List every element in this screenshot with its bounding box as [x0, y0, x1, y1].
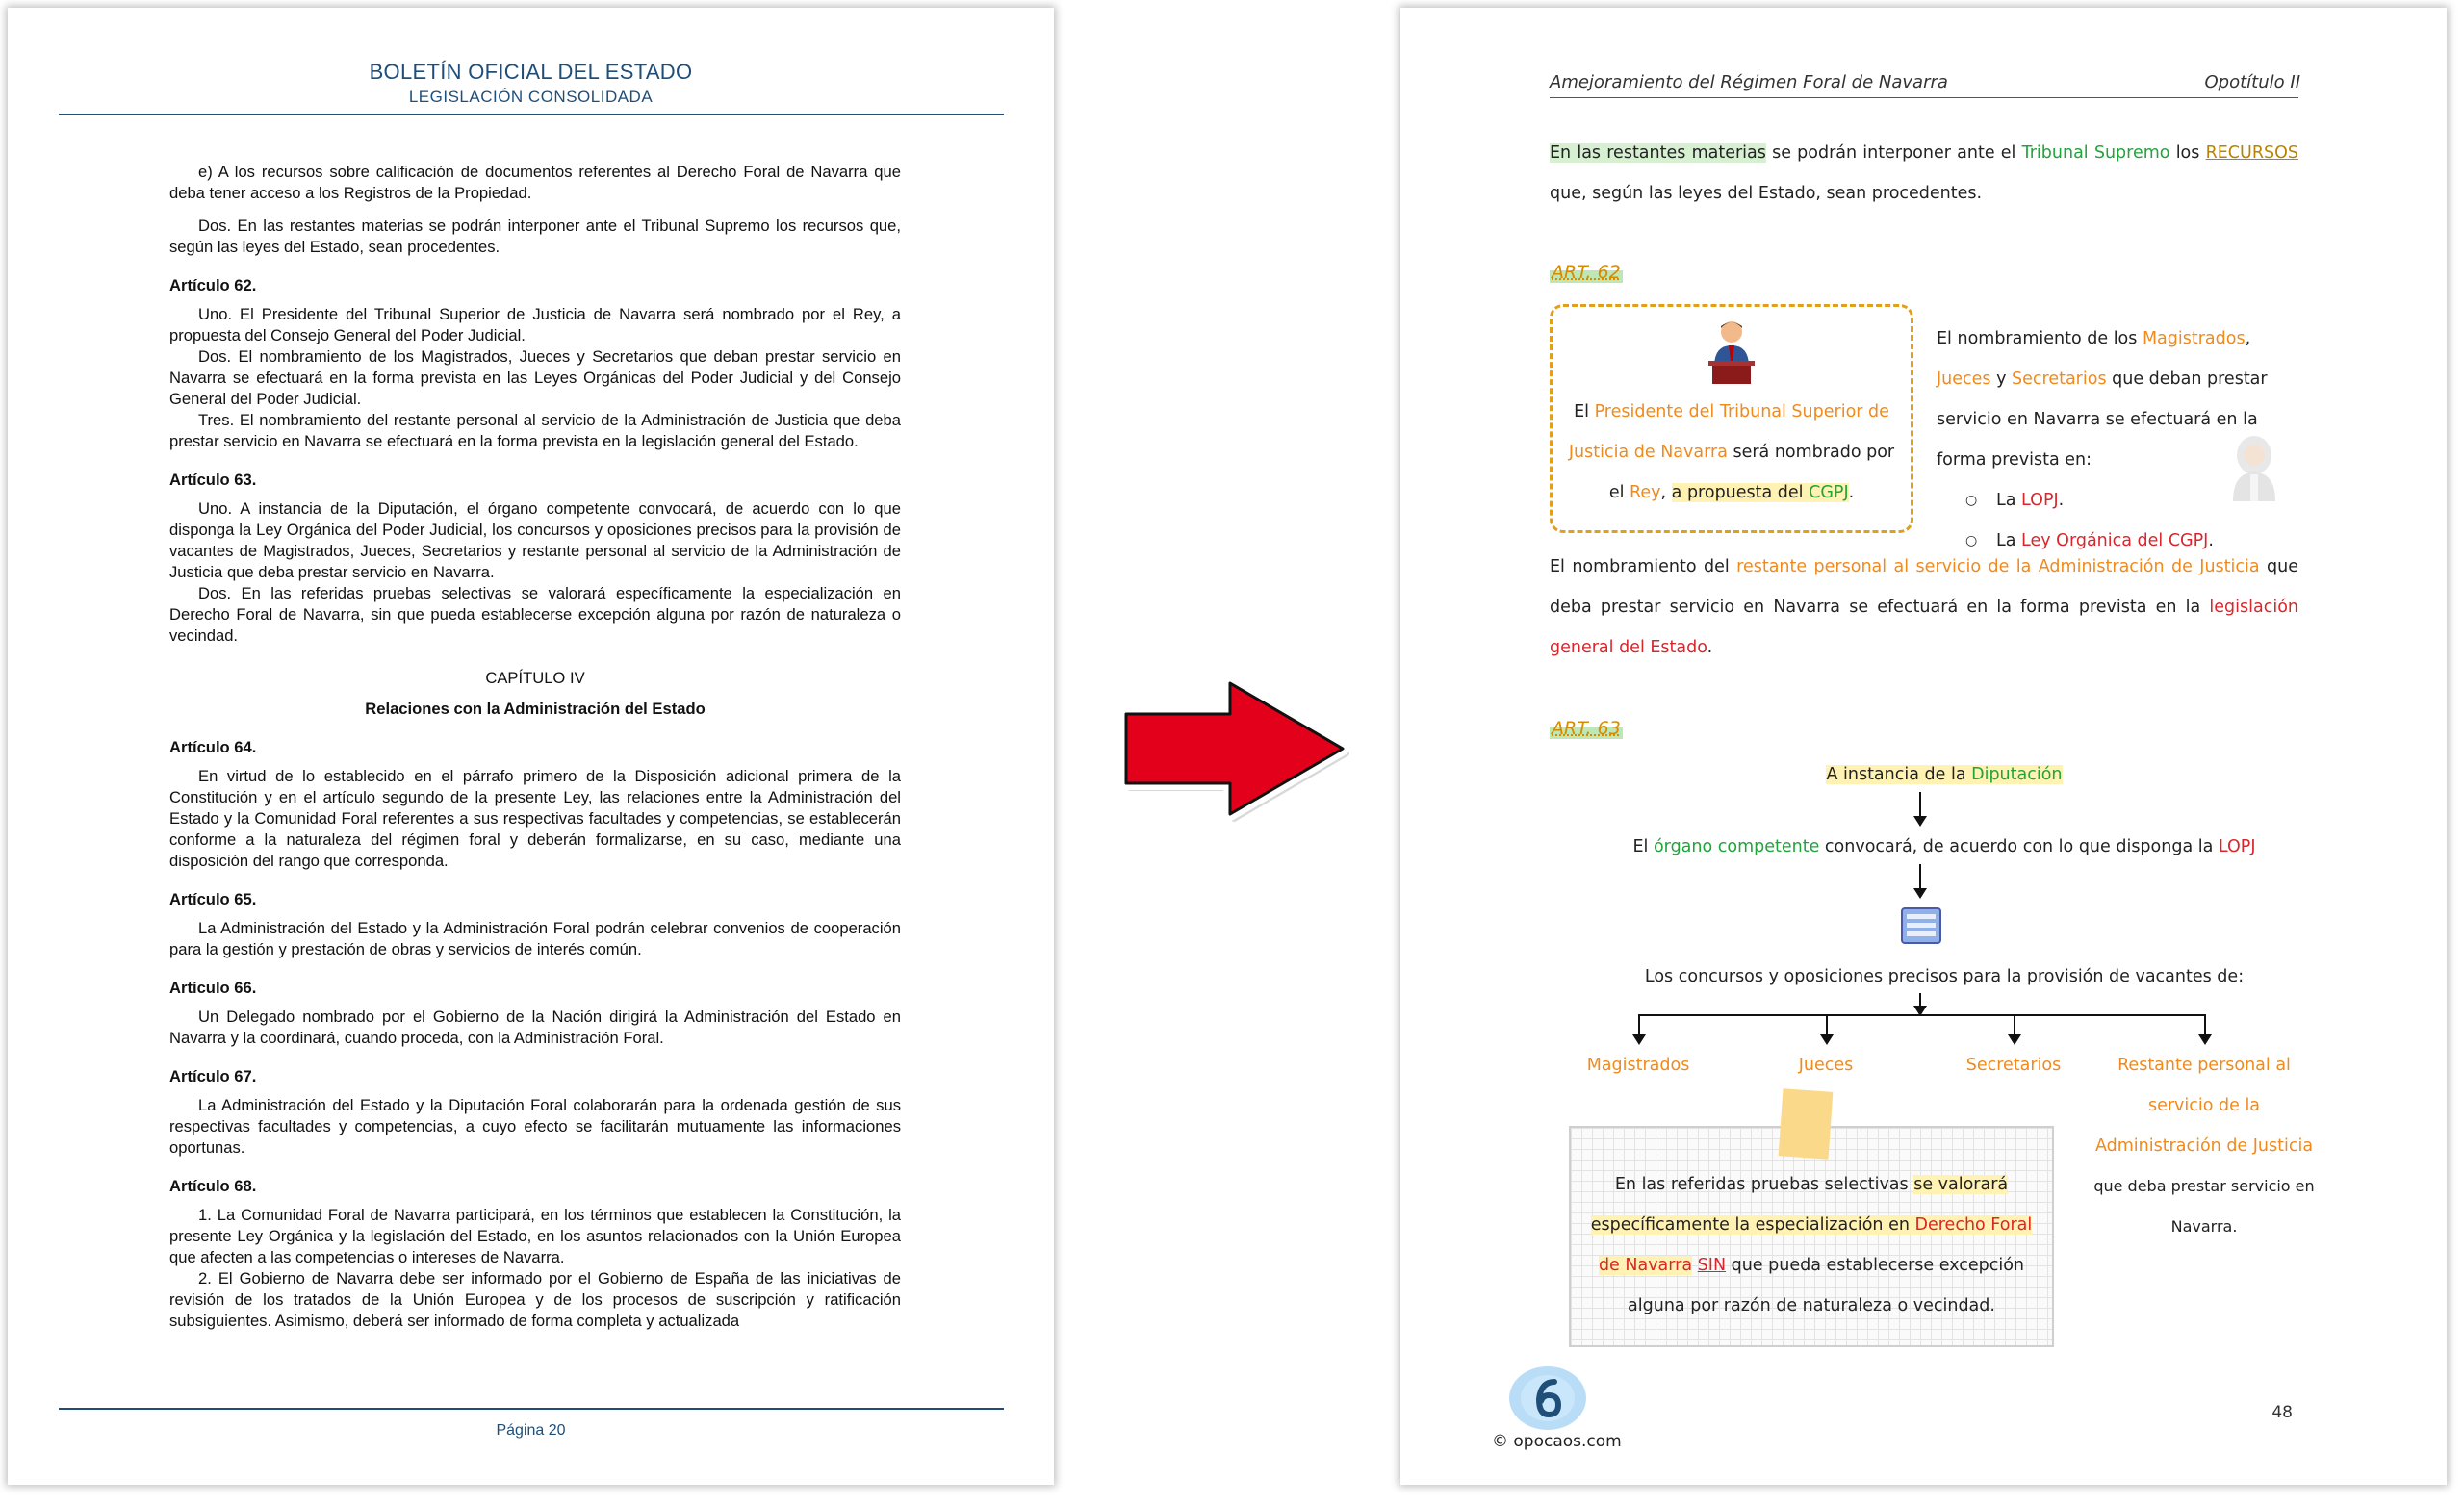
- paragraph: Dos. En las restantes materias se podrán interponer ante el Tribunal Supremo los recursos que, según las leyes del Estado, sean procedentes.: [169, 217, 901, 256]
- paragraph: En virtud de lo establecido en el párrafo primero de la Disposición adicional primera de la Constitución y en el artículo segundo de la presente Ley, las relaciones entre la Administración del Estado y la Comunidad Foral referentes a sus respectivas facultades y competencias, se establecerán conforme a la naturaleza del régimen foral y deberán formalizarse, en su caso, mediante una disposición del rango que corresponda.: [169, 767, 901, 870]
- text: será nombrado por el: [1608, 443, 1895, 502]
- text: El nombramiento del: [1550, 557, 1737, 576]
- text: El: [1574, 402, 1595, 421]
- text: provisión de vacantes de: [2026, 967, 2239, 986]
- opocaos-logo-icon: [1504, 1365, 1591, 1432]
- summary-page: [1400, 8, 2447, 1485]
- article-label: ART. 62: [1552, 262, 1621, 283]
- highlight-text: Restante personal al servicio de la Administración de Justicia: [2094, 1056, 2314, 1156]
- highlight-text: Derecho Foral de Navarra: [1598, 1215, 2033, 1275]
- text: La: [1996, 491, 2022, 510]
- speaker-icon: [1707, 319, 1757, 388]
- header-rule: [59, 114, 1004, 115]
- text: que deba prestar servicio en Navarra se efectuará: [1550, 557, 2298, 617]
- paragraph: Dos. El nombramiento de los Magistrados, Jueces y Secretarios que deban prestar servicio en Navarra se efectuará en la forma prevista en las Leyes Orgánicas del Poder Judicial y del Consejo General del Poder Judicial.: [169, 347, 901, 408]
- chapter-title: Relaciones con la Administración del Estado: [365, 700, 706, 718]
- down-arrow-icon: [2204, 1014, 2206, 1043]
- connector-line: [1919, 993, 1921, 1014]
- page-number: 48: [2272, 1403, 2293, 1422]
- boe-header-subtitle: LEGISLACIÓN CONSOLIDADA: [408, 88, 654, 106]
- president-box: [1550, 304, 1913, 533]
- down-arrow-icon: [1826, 1014, 1828, 1043]
- branch-magistrados: Magistrados: [1586, 1056, 1690, 1075]
- highlight-text: SIN: [1697, 1256, 1727, 1275]
- article-heading: Artículo 65.: [169, 890, 257, 908]
- highlight-text: Rey: [1630, 483, 1661, 502]
- paragraph: La Administración del Estado y la Administración Foral podrán celebrar convenios de cooperación para la gestión y prestación de obras y servicios de interés común.: [169, 919, 901, 958]
- paragraph: Uno. A instancia de la Diputación, el órgano competente convocará, de acuerdo con lo que disponga la Ley Orgánica del Poder Judicial, los concursos y oposiciones precisos para la provisión de vacantes de Magistrados, Jueces, Secretarios y restante personal al servicio de la Administración de Justicia que deba prestar servicio en Navarra.: [169, 499, 901, 581]
- highlight-text: se valorará específicamente la especialización en: [1590, 1175, 2009, 1235]
- text: , según las leyes del Estado,: [1580, 184, 1827, 203]
- paragraph: Dos. En las referidas pruebas selectivas se valorará específicamente la especialización en Derecho Foral de Navarra, sin que pueda establecerse excepción alguna por razón de naturaleza o vecindad.: [169, 584, 901, 645]
- page-footer: Página 20: [496, 1422, 566, 1439]
- text: A instancia de la: [1826, 765, 1972, 784]
- branch-secretarios: Secretarios: [1965, 1056, 2062, 1075]
- highlight-text: LOPJ: [2021, 491, 2059, 510]
- text: .: [1848, 483, 1855, 502]
- right-arrow-icon: [1116, 674, 1357, 828]
- summary-header-right: Opotítulo II: [2204, 72, 2300, 92]
- down-arrow-icon: [1919, 864, 1921, 897]
- highlight-text: Diputación: [1971, 765, 2063, 784]
- article-heading: Artículo 67.: [169, 1067, 257, 1085]
- text: La: [1996, 531, 2022, 550]
- text: :: [2238, 967, 2245, 986]
- judge-icon: [2225, 434, 2283, 503]
- paragraph: Uno. El Presidente del Tribunal Superior de Justicia de Navarra será nombrado por el Rey, a propuesta del Consejo General del Poder Judicial.: [169, 305, 901, 344]
- highlight-text: Magistrados: [2142, 329, 2246, 348]
- highlight-text: Tribunal Supremo: [2021, 143, 2170, 163]
- down-arrow-icon: [2014, 1014, 2015, 1043]
- text: los: [2169, 143, 2206, 163]
- boe-page: [8, 8, 1054, 1485]
- text: precisos para la: [1883, 967, 2027, 986]
- text: en la forma prevista en:: [1937, 410, 2258, 470]
- highlight-text: LOPJ: [2218, 837, 2256, 856]
- highlight-text: En las restantes materias: [1550, 143, 1766, 163]
- article-heading: Artículo 63.: [169, 471, 257, 489]
- note-grid-box: [1569, 1126, 2054, 1347]
- summary-header-rule: [1550, 97, 2298, 98]
- flow-step-concursos: [1550, 962, 2339, 991]
- highlight-text: a propuesta del: [1671, 483, 1810, 502]
- text: El nombramiento de los: [1937, 329, 2143, 348]
- footer-rule: [59, 1408, 1004, 1410]
- branch-restante-personal: [2093, 1045, 2315, 1247]
- paragraph: e) A los recursos sobre calificación de documentos referentes al Derecho Foral de Navarra que deba tener acceso a los Registros de la Propiedad.: [169, 163, 901, 202]
- text: En las referidas pruebas selectivas: [1614, 1175, 1914, 1194]
- paragraph: Un Delegado nombrado por el Gobierno de la Nación dirigirá la Administración del Estado en Navarra y la coordinará, cuando proceda, con la Administración Foral.: [169, 1008, 901, 1047]
- form-list-icon: [1900, 906, 1942, 945]
- text: se podrán interponer: [1765, 143, 1958, 163]
- text: que deba prestar servicio en Navarra.: [2093, 1177, 2315, 1236]
- highlight-text: Ley Orgánica del CGPJ: [2021, 531, 2209, 550]
- article-label: ART. 63: [1552, 718, 1621, 739]
- text: que deban prestar servicio en Navarra se efectuará: [1937, 370, 2268, 429]
- article-heading: Artículo 64.: [169, 738, 257, 756]
- highlight-text: órgano competente: [1653, 837, 1820, 856]
- branch-line: [1638, 1014, 2206, 1016]
- article-heading: Artículo 62.: [169, 276, 257, 294]
- flow-step-organo: [1550, 832, 2339, 861]
- highlight-text: RECURSOS: [2205, 143, 2298, 163]
- intro-paragraph: [1550, 133, 2298, 214]
- highlight-text: Jueces: [1937, 370, 1991, 389]
- text: y: [1990, 370, 2013, 389]
- text: que pueda establecerse excepción alguna por razón de naturaleza o vecindad.: [1628, 1256, 2025, 1315]
- paragraph: La Administración del Estado y la Diputación Foral colaborarán para la ordenada gestión de sus respectivas facultades y competencias, a cuyo efecto se facilitarán mutuamente las informaciones oportunas.: [169, 1096, 901, 1157]
- chapter-number: CAPÍTULO IV: [485, 669, 585, 687]
- highlight-text: legislación general del Estado: [1550, 598, 2298, 657]
- branch-jueces: Jueces: [1798, 1056, 1854, 1075]
- down-arrow-icon: [1919, 792, 1921, 825]
- highlight-text: CGPJ: [1809, 483, 1849, 502]
- text: en la forma prevista en la: [1966, 598, 2210, 617]
- text: ,: [1660, 483, 1672, 502]
- text: Los concursos y oposiciones: [1644, 967, 1884, 986]
- article-heading: Artículo 68.: [169, 1177, 257, 1195]
- paragraph: 1. La Comunidad Foral de Navarra participará, en los términos que establecen la Constitución, la presente Ley Orgánica y la legislación del Estado, en los asuntos relacionados con la Unión Europea que afecten a las competencias o intereses de Navarra.: [169, 1206, 901, 1266]
- text: , de acuerdo con lo que disponga la: [1912, 837, 2219, 856]
- text: .: [1707, 638, 1713, 657]
- note-text: [1580, 1164, 2042, 1326]
- president-text: [1562, 392, 1901, 513]
- highlight-text: restante personal al servicio de la Administración de Justicia: [1736, 557, 2260, 576]
- law-text: [169, 162, 901, 1332]
- paragraph: Tres. El nombramiento del restante personal al servicio de la Administración de Justicia que deba prestar servicio en Navarra se efectuará en la forma prevista en la legislación general del Estado.: [169, 411, 901, 450]
- boe-header-title: BOLETÍN OFICIAL DEL ESTADO: [369, 60, 693, 84]
- sticky-note-icon: [1779, 1088, 1834, 1159]
- copyright: © opocaos.com: [1492, 1432, 1622, 1451]
- text: ,: [2245, 329, 2251, 348]
- text: que: [1550, 184, 1581, 203]
- appointment-text: [1937, 319, 2298, 561]
- summary-header-left: Amejoramiento del Régimen Foral de Navarra: [1550, 72, 1948, 92]
- flow-step-diputacion: [1718, 760, 2170, 789]
- text: sean procedentes: [1826, 184, 1977, 203]
- paragraph: 2. El Gobierno de Navarra debe ser informado por el Gobierno de España de las iniciativas de revisión de los tratados de la Unión Europea y de los procesos de suscripción y ratificación subsiguientes. Asimismo, deberá ser informado de forma completa y actualizada: [169, 1269, 901, 1330]
- staff-paragraph: [1550, 547, 2298, 668]
- highlight-text: Secretarios: [2012, 370, 2107, 389]
- down-arrow-icon: [1638, 1014, 1640, 1043]
- text: El: [1632, 837, 1654, 856]
- text: .: [1976, 184, 1983, 203]
- text: convocará: [1819, 837, 1912, 856]
- article-heading: Artículo 66.: [169, 979, 257, 997]
- text: .: [2208, 531, 2214, 550]
- text: .: [2058, 491, 2065, 510]
- text: ante el: [1957, 143, 2022, 163]
- highlight-text: Presidente del Tribunal Superior de Justicia de Navarra: [1568, 402, 1889, 462]
